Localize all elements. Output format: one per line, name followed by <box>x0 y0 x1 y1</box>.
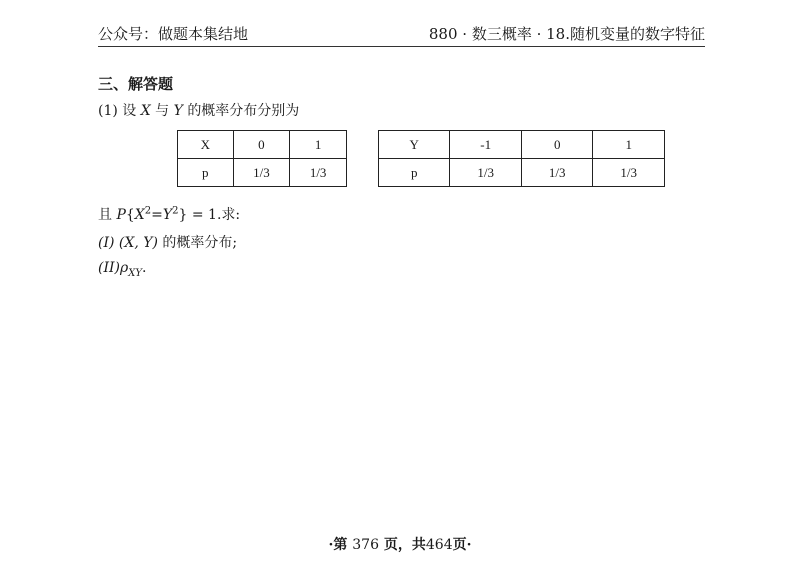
part1-pair: (X, Y) <box>118 235 158 251</box>
table-cell: -1 <box>450 131 522 159</box>
cond-open: { <box>125 207 135 223</box>
part2-rho: ρ <box>119 260 129 276</box>
header-left: 公众号：做题本集结地 <box>98 25 249 43</box>
page-footer <box>0 534 800 554</box>
part1-label: (I) <box>98 235 115 251</box>
part2-label: (II) <box>98 260 120 276</box>
table-cell: X <box>178 131 234 159</box>
part-1 <box>98 232 237 252</box>
table-cell: 0 <box>233 131 290 159</box>
footer-page-number: 376 <box>352 537 379 553</box>
condition-line <box>98 204 240 224</box>
table-row <box>178 131 347 159</box>
header-right: 880 · 数三概率 · 18.随机变量的数字特征 <box>428 25 705 43</box>
var-y: Y <box>173 103 183 119</box>
footer-mid: 页，共 <box>379 537 426 553</box>
table-cell: 1 <box>593 131 665 159</box>
part1-text: 的概率分布; <box>162 235 238 251</box>
footer-total-pages: 464 <box>425 537 453 553</box>
table-cell: 1/3 <box>290 159 347 187</box>
intro-and: 与 <box>155 103 170 119</box>
cond-suffix: = 1.求: <box>187 207 241 223</box>
table-row <box>178 159 347 187</box>
table-cell: p <box>178 159 234 187</box>
table-row <box>379 159 665 187</box>
intro-suffix: 的概率分布分别为 <box>187 103 300 119</box>
intro-prefix: (1) 设 <box>98 103 137 119</box>
distribution-table-y <box>378 130 665 187</box>
footer-prefix: ·第 <box>328 537 353 553</box>
footer-suffix: 页· <box>452 537 472 553</box>
cond-close: } <box>178 207 188 223</box>
cond-prefix: 且 <box>98 207 112 223</box>
table-cell: 1/3 <box>593 159 665 187</box>
part2-end: . <box>141 260 147 276</box>
cond-y: Y <box>162 207 173 223</box>
page-header <box>98 22 705 47</box>
cond-exp1: 2 <box>144 205 152 217</box>
table-cell: Y <box>379 131 450 159</box>
part-2 <box>98 260 146 279</box>
var-x: X <box>140 103 151 119</box>
section-title: 三、解答题 <box>98 75 174 93</box>
cond-eq: = <box>151 207 163 223</box>
table-cell: 1/3 <box>521 159 593 187</box>
part2-sub: XY <box>128 267 142 279</box>
table-cell: 1 <box>290 131 347 159</box>
table-cell: 1/3 <box>233 159 290 187</box>
cond-x: X <box>134 207 145 223</box>
table-cell: 0 <box>521 131 593 159</box>
table-cell: 1/3 <box>450 159 522 187</box>
question-intro <box>98 100 299 120</box>
table-cell: p <box>379 159 450 187</box>
table-row <box>379 131 665 159</box>
cond-exp2: 2 <box>172 205 179 217</box>
distribution-table-x <box>177 130 347 187</box>
cond-p: P <box>116 207 126 223</box>
